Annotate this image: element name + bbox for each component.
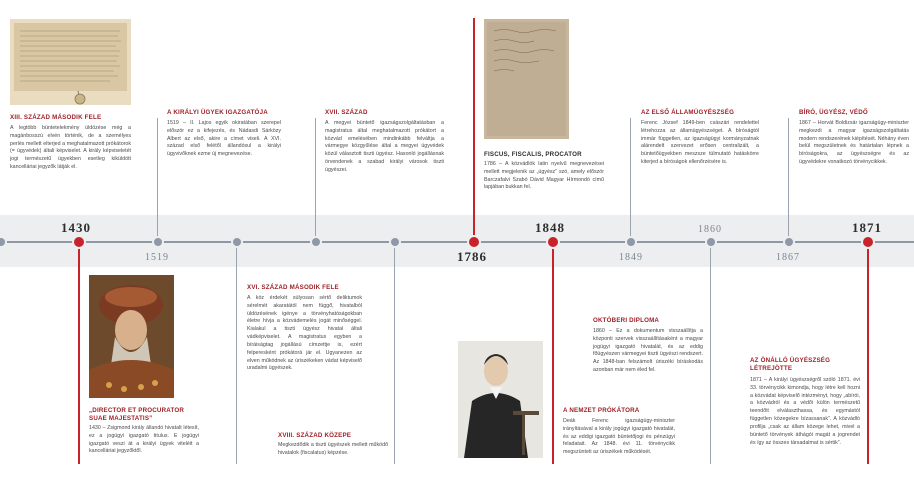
connector-line-1848 xyxy=(552,242,554,464)
entry-biro-ugyesz-vedo-title: BÍRÓ, ÜGYÉSZ, VÉDŐ xyxy=(799,109,868,116)
entry-kiralyi-ugyek-text: 1519 – II. Lajos egyik okiratában szerepel először ez a kifejezés, és Nádasdi Sárközy Albert az első, akire a címet viseli. A XVI. század első felétől állandósul a királyi ügyvivőknek ezme új megnevezése. xyxy=(167,120,281,158)
entry-oktoberi-diploma-text: 1860 – Ez a dokumentum visszaállítja a központi szervek visszaállításaként a magyar jogügyi igazgató hivatalát, és az eddig főügyészen vármegyei tiszti ügyészi rendszert. Az 1848-ban felszámolt úriszéki bíráskodás azonban már nem éled fel. xyxy=(593,328,703,374)
year-1430: 1430 xyxy=(61,220,91,235)
entry-allamugyeszseg-text: Ferenc József 1849-ben császári rendelettel létrehozza az államügyészséget. A bíróságtól immár független, az igazságügyi kormányzatnak alárendelt szervezet erősen centralizált, a büntetőügyekben meszsze túlmutató hatáskörre kiterjed a bíróságok ellenőrzésére is. xyxy=(641,120,759,166)
entry-kiralyi-ugyek-title: A KIRÁLYI ÜGYEK IGAZGATÓJA xyxy=(167,109,268,116)
entry-fiscus-title: FISCUS, FISCALIS, PROCATOR xyxy=(484,151,582,158)
year-1871: 1871 xyxy=(852,220,882,235)
year-1860: 1860 xyxy=(698,224,722,235)
entry-biro-ugyesz-vedo-text: 1867 – Horvát Boldizsár igazságügy-miniszter megkezdi a magyar igazságszolgáltatás modern rendszerének kiépítését. Néhány éven belül megszületnek és határtalan lépnek a bíróságokra, az ügyészségre és az ügyvédekre vonatkozó törvénycikkek. xyxy=(799,120,909,166)
entry-16th-century-text: A köz érdekét súlyosan sértő deliktumok sérelmét akaratától nem függő, hivatalból üldözésének igénye a törvényhatóságokban életre hívja a közvádemelés jogát minőséggel. Kialakul a tiszti ügyész hivatal általi vádképviselet. A magistratus egyben a bíráiságtag jogállású címzettje is, ezért felperesként prókátorá jár el. Ugyanezen az elven működnek az úriszékeken vádat képviselő uradalmi ügyészek. xyxy=(247,295,362,372)
timeline-dot-1430 xyxy=(72,235,86,249)
entry-17th-century-text: A megyei büntető igazságszolgáltatásban a magistratus által meghatalmazott prókátort a közvád emelésében mindinkább felváltja a vármegye közgyűlése által a megyei ügyvédek közül választott tiszti ügyész. Hasonló jogállásnak örvendenek a szabad királyi városok tiszti ügyészei. xyxy=(325,120,444,173)
entry-nemzet-prokatora-text: Deák Ferenc igazságügy-miniszter irányításával a király jogügyi igazgató hivatalát, és az eddigi igazgató büntetőjogi és pénzügyi feladatait. Az 1848. évi 11. törvénycikk megszünteti az úriszékek működését. xyxy=(563,418,675,456)
entry-director-text: 1430 – Zsigmond király állandó hivatalt létesít, ez a jogügyi igazgató titulus. E jogügyi igazgató veszi át a királyi ügyek viteléit a kancelláriai jegyzőktől. xyxy=(89,425,199,455)
entry-director-title: „DIRECTOR ET PROCURATOR SUAE MAJESTATIS” xyxy=(89,407,185,422)
entry-allamugyeszseg-title: AZ ELSŐ ÁLLAMÜGYÉSZSÉG xyxy=(641,109,735,116)
connector-line xyxy=(236,242,237,464)
entry-18th-century-title: XVIII. SZÁZAD KÖZEPE xyxy=(278,432,352,439)
timeline-continuation xyxy=(876,241,912,243)
entry-13th-century-title: XIII. SZÁZAD MÁSODIK FELE xyxy=(10,114,102,121)
entry-onallo-ugyeszseg-title: AZ ÖNÁLLÓ ÜGYÉSZSÉG LÉTREJÖTTE xyxy=(750,357,831,372)
connector-line xyxy=(630,118,631,242)
connector-line-1871 xyxy=(867,242,869,464)
entry-oktoberi-diploma-title: OKTÓBERI DIPLOMA xyxy=(593,317,660,324)
entry-nemzet-prokatora-title: A NEMZET PRÓKÁTORA xyxy=(563,407,640,414)
timeline-dot xyxy=(705,236,717,248)
medieval-charter-image xyxy=(10,19,131,105)
connector-line xyxy=(788,118,789,242)
year-1519: 1519 xyxy=(145,252,169,263)
timeline-dot xyxy=(310,236,322,248)
year-1867: 1867 xyxy=(776,252,800,263)
timeline-dot-1786 xyxy=(467,235,481,249)
connector-line-1786 xyxy=(473,18,475,242)
entry-fiscus-text: 1786 – A közvádlók latin nyelvű megnevezései mellett megjelenik az „ügyész” szó, amely először Barczafalvi Szabó Dávid Magyar Hírmondó című lapjában bukkan fel. xyxy=(484,161,604,191)
year-1848: 1848 xyxy=(535,220,565,235)
connector-line xyxy=(315,118,316,242)
timeline-dot xyxy=(625,236,637,248)
timeline-dot xyxy=(783,236,795,248)
entry-13th-century-text: A legtöbb büntetelekmény üldözése még a magánbosszú elvén történik, de a személyes perlés mellett elterjed a meghatalmazott prókátorok (= ügyvédek) általi képviselet. A király képviseletét jogi természetű ügyekben esetleg kiküldött kancelláriai jegyzők látják el. xyxy=(10,125,131,171)
entry-onallo-ugyeszseg-text: 1871 – A királyi ügyészségről szóló 1871. évi 33. törvénycikk kimondja, hogy létre kell hozni a közvádat képviselő intézményt, hogy „abírói, a közvádról és a védői külön természetű teendőit elválaszthassa, és egymástól független közegekre bízassanak”. A közvádló profilja „csak az állam közege lehet, mivel a büntető törvények áthágói magát a jogrendet és így az összes társadalmat is sértik”. xyxy=(750,377,860,446)
portrait-zsigmond-image xyxy=(89,275,174,398)
timeline-dot xyxy=(152,236,164,248)
manuscript-image xyxy=(484,19,569,139)
year-1849: 1849 xyxy=(619,252,643,263)
year-1786: 1786 xyxy=(457,249,487,264)
timeline-dot xyxy=(389,236,401,248)
entry-18th-century-text: Megkezdődik a tiszti ügyészek mellett működő hivatalok (fiscalatus) képzése. xyxy=(278,442,388,456)
connector-line xyxy=(394,242,395,464)
connector-line-1430 xyxy=(78,242,80,464)
portrait-deak-ferenc-image xyxy=(458,341,543,458)
timeline-dot-1871 xyxy=(861,235,875,249)
timeline-axis xyxy=(0,241,914,243)
timeline-dot-1848 xyxy=(546,235,560,249)
entry-17th-century-title: XVII. SZÁZAD xyxy=(325,109,368,116)
entry-16th-century-title: XVI. SZÁZAD MÁSODIK FELE xyxy=(247,284,339,291)
connector-line xyxy=(157,118,158,242)
connector-line xyxy=(710,242,711,464)
timeline-dot xyxy=(231,236,243,248)
